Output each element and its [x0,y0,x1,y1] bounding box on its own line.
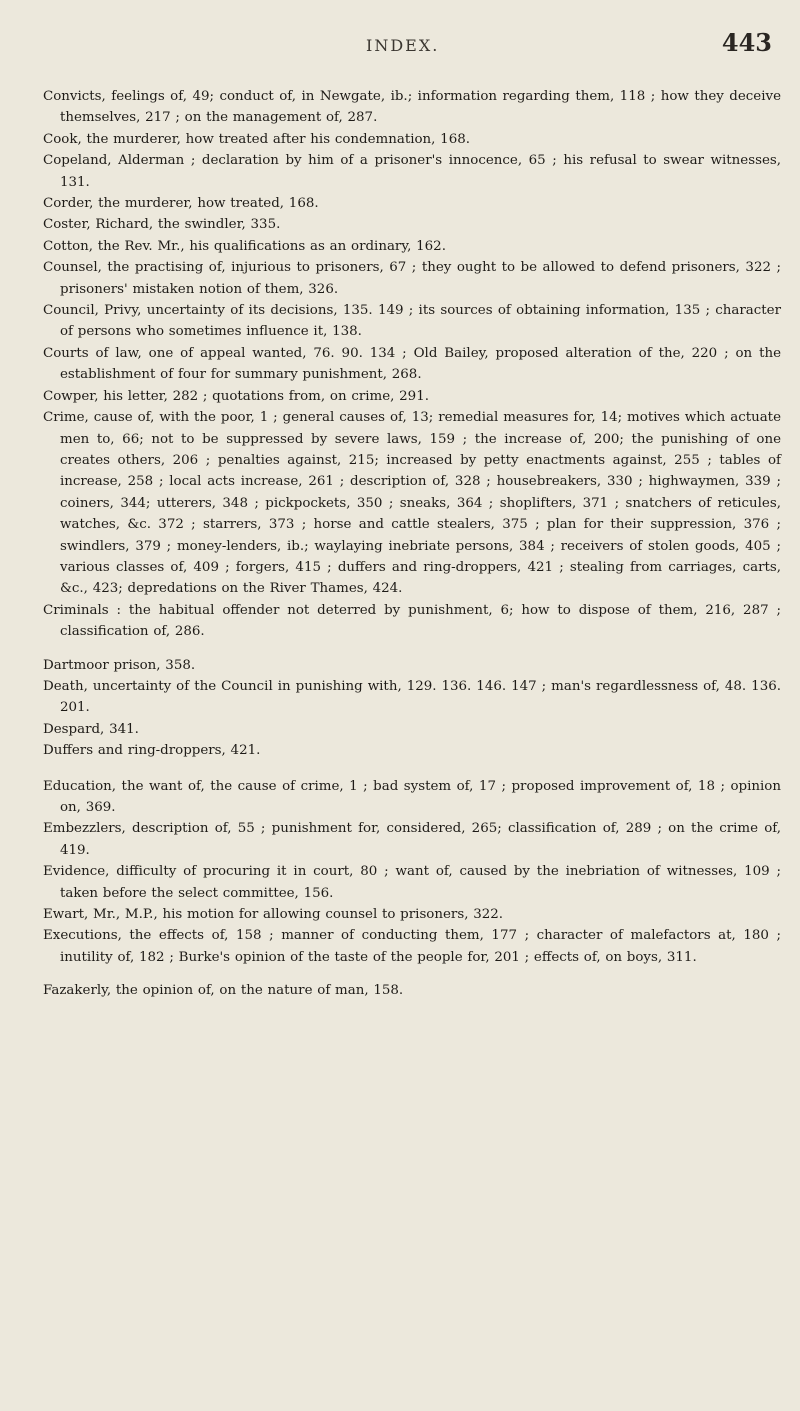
index-entry-cook: Cook, the murderer, how treated after his condemnation, 168. [43,131,471,147]
index-entry-corder: Corder, the murderer, how treated, 168. [43,196,319,212]
index-entry-courts: Courts of law, one of appeal wanted, 76. 90. 134 ; Old Bailey, proposed alteration of the, 220 ; on the establishment of four for summary punishment, 268. [43,345,781,383]
index-entry-duffers: Duffers and ring-droppers, 421. [43,743,261,759]
page-header-title: INDEX. [366,36,440,55]
index-entry-executions: Executions, the effects of, 158 ; manner of conducting them, 177 ; character of malefactors at, 180 ; inutility of, 182 ; Burke's opinion of the taste of the people for, 201 ; effects of, on boys, 311. [43,928,781,965]
index-entry-counsel: Counsel, the practising of, injurious to prisoners, 67 ; they ought to be allowed to defend prisoners, 322 ; prisoners' mistaken notion of them, 326. [43,260,781,297]
index-entries [43,86,781,1002]
index-entry-evidence: Evidence, difficulty of procuring it in court, 80 ; want of, caused by the inebriation of witnesses, 109 ; taken before the select committee, 156. [43,864,781,901]
index-entry-despard: Despard, 341. [43,721,139,737]
section-gap-e [43,762,781,776]
index-entry-coster: Coster, Richard, the swindler, 335. [43,217,281,233]
index-entry-copeland: Copeland, Alderman ; declaration by him of a prisoner's innocence, 65 ; his refusal to swear witnesses, 131. [43,153,781,190]
index-entry-dartmoor: Dartmoor prison, 358. [43,657,196,673]
index-entry-ewart: Ewart, Mr., M.P., his motion for allowing counsel to prisoners, 322. [43,907,504,923]
index-entry-embezzlers: Embezzlers, description of, 55 ; punishment for, considered, 265; classification of, 289 ; on the crime of, 419. [43,821,781,858]
index-entry-criminals: Criminals : the habitual offender not deterred by punishment, 6; how to dispose of them, 216, 287 ; classification of, 286. [43,602,781,640]
index-entry-crime: Crime, cause of, with the poor, 1 ; general causes of, 13; remedial measures for, 14; motives which actuate men to, 66; not to be suppressed by severe laws, 159 ; the increase of, 200; the punishing of one creates others, 206 ; penalties against, 215; increased by petty enactments against, 255 ; tables of increase, 258 ; local acts increase, 261 ; description of, 328 ; housebreakers, 330 ; highwaymen, 339 ; coiners, 344; utterers, 348 ; pickpockets, 350 ; sneaks, 364 ; shoplifters, 371 ; snatchers of reticules, watches, &c. 372 ; starrers, 373 ; horse and cattle stealers, 375 ; plan for their suppression, 376 ; swindlers, 379 ; money-lenders, ib.; waylaying inebriate persons, 384 ; receivers of stolen goods, 405 ; various classes of, 409 ; forgers, 415 ; duffers and ring-droppers, 421 ; stealing from carriages, carts, &c., 423; depredations on the River Thames, 424. [43,410,781,597]
index-entry-education: Education, the want of, the cause of crime, 1 ; bad system of, 17 ; proposed improvement of, 18 ; opinion on, 369. [43,778,781,815]
index-entry-fazakerly: Fazakerly, the opinion of, on the nature of man, 158. [43,983,404,999]
running-header [0,26,800,66]
index-entry-cotton: Cotton, the Rev. Mr., his qualifications as an ordinary, 162. [43,238,446,254]
section-gap-d [43,643,781,655]
page-number: 443 [721,28,772,57]
index-entry-cowper: Cowper, his letter, 282 ; quotations from, on crime, 291. [43,388,429,404]
index-entry-convicts: Convicts, feelings of, 49; conduct of, in Newgate, ib.; information regarding them, 118 ; how they deceive themselves, 217 ; on the management of, 287. [43,89,781,126]
section-gap-f [43,968,781,980]
index-entry-death: Death, uncertainty of the Council in punishing with, 129. 136. 146. 147 ; man's regardlessness of, 48. 136. 201. [43,678,781,716]
index-entry-council: Council, Privy, uncertainty of its decisions, 135. 149 ; its sources of obtaining information, 135 ; character of persons who sometimes influence it, 138. [43,303,781,340]
